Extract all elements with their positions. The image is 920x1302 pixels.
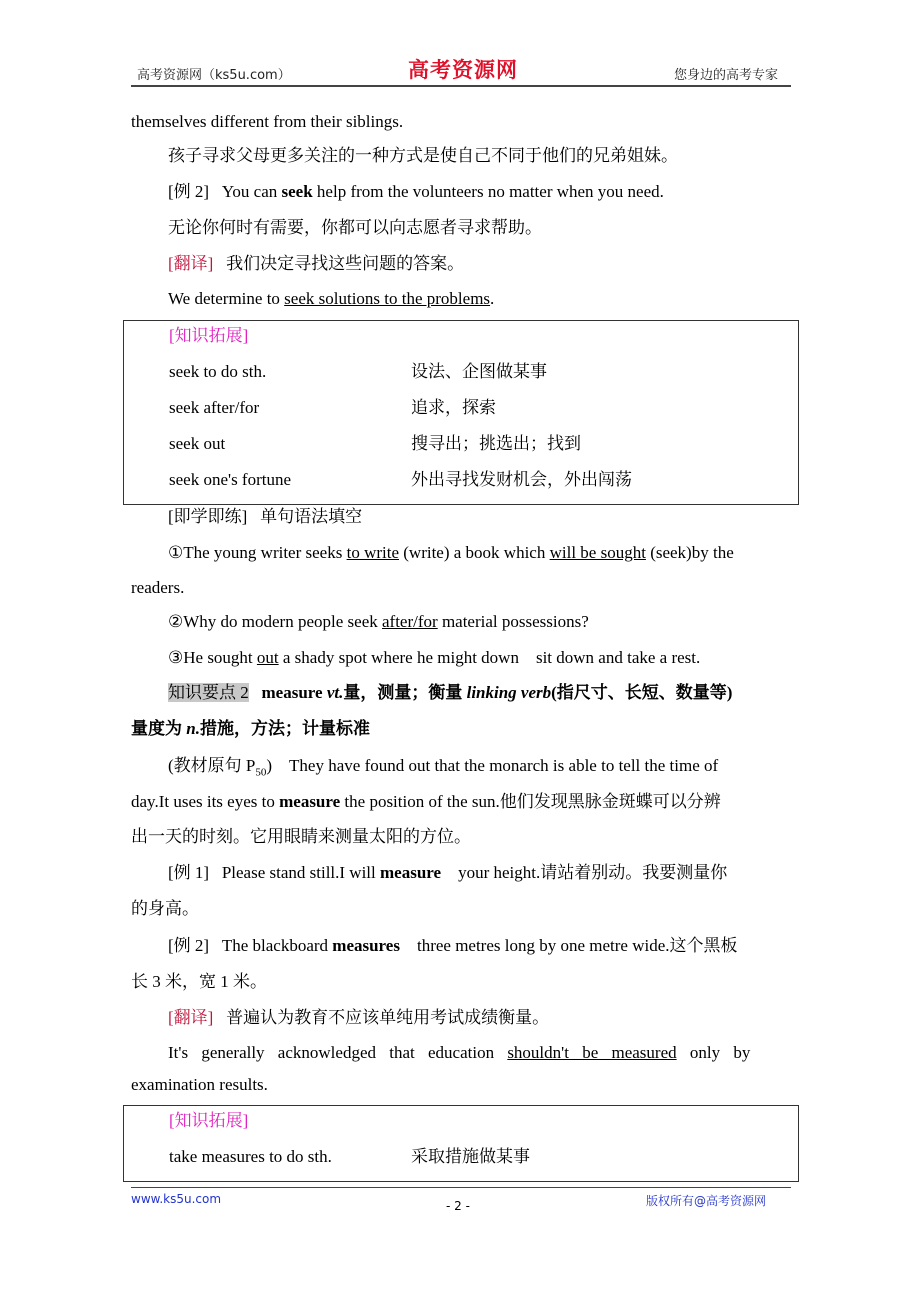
answer: will be sought <box>549 543 646 562</box>
headword: measure <box>261 683 323 702</box>
text: only by <box>676 1043 751 1062</box>
text: 普遍认为教育不应该单纯用考试成绩衡量。 <box>226 1008 550 1027</box>
text: 单句语法填空 <box>260 507 363 526</box>
text: ③He sought <box>168 648 257 667</box>
phrase: seek to do sth. <box>169 362 267 381</box>
answer: seek solutions to the problems <box>284 289 491 308</box>
meaning: (指尺寸、长短、数量等) <box>551 683 733 702</box>
example-2 <box>168 181 790 203</box>
knowledge-box-2 <box>123 1105 799 1182</box>
meaning: 搜寻出；挑选出；找到 <box>411 434 581 453</box>
knowledge-point-2 <box>168 682 790 704</box>
header-rule <box>131 85 791 87</box>
text: help from the volunteers no matter when you need. <box>312 182 664 201</box>
phrase-row <box>169 469 828 491</box>
text: Please stand still.I will <box>221 863 381 882</box>
question-1-cont: readers. <box>131 578 185 597</box>
text: You can <box>221 182 282 201</box>
text: the position of the sun.他们发现黑脉金斑蝶可以分辨 <box>340 792 721 811</box>
meaning: 追求，探索 <box>411 398 496 417</box>
translate-answer-2-cont: examination results. <box>131 1075 268 1094</box>
translate-tag: [翻译] <box>168 254 214 273</box>
example-1-cont: 的身高。 <box>131 899 199 918</box>
example-tag: [例 2] <box>168 936 210 955</box>
footer-rule <box>131 1187 791 1188</box>
keyword: seek <box>281 182 313 201</box>
original-sentence-cont <box>131 791 790 813</box>
pos: n. <box>186 719 200 738</box>
header-slogan: 您身边的高考专家 <box>674 68 779 83</box>
text: It's generally acknowledged that education <box>168 1043 508 1062</box>
meaning: 设法、企图做某事 <box>411 362 547 381</box>
phrase-row <box>169 1146 828 1168</box>
text: a shady spot where he might down sit down and take a rest. <box>278 648 701 667</box>
paragraph: 孩子寻求父母更多关注的一种方式是使自己不同于他们的兄弟姐妹。 <box>168 146 678 165</box>
example-tag: [例 2] <box>168 182 210 201</box>
practice-tag: [即学即练] <box>168 507 248 526</box>
header-logo: 高考资源网 <box>408 57 518 82</box>
text: (seek)by the <box>645 543 734 562</box>
text: ②Why do modern people seek <box>168 612 382 631</box>
text: . <box>490 289 495 308</box>
text: ) <box>266 756 273 775</box>
phrase: seek one's fortune <box>169 470 292 489</box>
source-tag: (教材原句 P <box>168 756 256 775</box>
meaning: 采取措施做某事 <box>411 1147 530 1166</box>
phrase: take measures to do sth. <box>169 1147 332 1166</box>
keyword: measure <box>279 792 341 811</box>
header-site: 高考资源网（ks5u.com） <box>137 68 291 83</box>
text: day.It uses its eyes to <box>131 792 280 811</box>
practice-heading <box>168 506 790 528</box>
phrase: seek out <box>169 434 226 453</box>
translate-task <box>168 253 790 275</box>
text: We determine to <box>168 289 285 308</box>
example-2b <box>168 935 790 957</box>
knowledge-point-2-cont <box>131 718 790 740</box>
box-title: [知识拓展] <box>169 1111 249 1130</box>
page-number: - 2 - <box>446 1199 470 1213</box>
meaning: 外出寻找发财机会，外出闯荡 <box>411 470 632 489</box>
text: ①The young writer seeks <box>168 543 347 562</box>
text: your height.请站着别动。我要测量你 <box>441 863 728 882</box>
pos: linking verb <box>466 683 552 702</box>
translate-tag: [翻译] <box>168 1008 214 1027</box>
meaning: 量度为 <box>131 719 187 738</box>
answer: to write <box>346 543 399 562</box>
text: three metres long by one metre wide.这个黑板 <box>399 936 738 955</box>
pos: vt. <box>326 683 344 702</box>
question-3 <box>168 647 790 669</box>
footer-copyright: 版权所有@高考资源网 <box>646 1194 767 1208</box>
example-2b-cont: 长 3 米，宽 1 米。 <box>131 972 267 991</box>
phrase-row <box>169 397 828 419</box>
original-translation: 出一天的时刻。它用眼睛来测量太阳的方位。 <box>131 827 471 846</box>
phrase: seek after/for <box>169 398 260 417</box>
answer: shouldn't be measured <box>507 1043 677 1062</box>
text: The blackboard <box>221 936 333 955</box>
keyword: measure <box>380 863 442 882</box>
question-2 <box>168 611 790 633</box>
text: 我们决定寻找这些问题的答案。 <box>226 254 465 273</box>
keyword: measures <box>332 936 400 955</box>
box-title: [知识拓展] <box>169 326 249 345</box>
knowledge-point-tag: 知识要点 2 <box>168 683 249 702</box>
text: (write) a book which <box>399 543 550 562</box>
translate-task-2 <box>168 1007 790 1029</box>
example-translation: 无论你何时有需要，你都可以向志愿者寻求帮助。 <box>168 218 542 237</box>
page-ref: 50 <box>255 766 267 779</box>
meaning: 措施，方法；计量标准 <box>199 719 370 738</box>
meaning: 量，测量；衡量 <box>343 683 467 702</box>
text: material possessions? <box>437 612 589 631</box>
phrase-row <box>169 361 828 383</box>
example-1 <box>168 862 790 884</box>
answer: out <box>256 648 279 667</box>
example-tag: [例 1] <box>168 863 210 882</box>
answer: after/for <box>382 612 438 631</box>
translate-answer <box>168 288 790 310</box>
question-1 <box>168 542 790 564</box>
phrase-row <box>169 433 828 455</box>
knowledge-box-1 <box>123 320 799 505</box>
paragraph: themselves different from their siblings. <box>131 112 404 131</box>
original-sentence <box>168 755 790 783</box>
text: They have found out that the monarch is able to tell the time of <box>289 756 719 775</box>
footer-link[interactable]: www.ks5u.com <box>131 1192 222 1206</box>
translate-answer-2 <box>168 1042 790 1064</box>
